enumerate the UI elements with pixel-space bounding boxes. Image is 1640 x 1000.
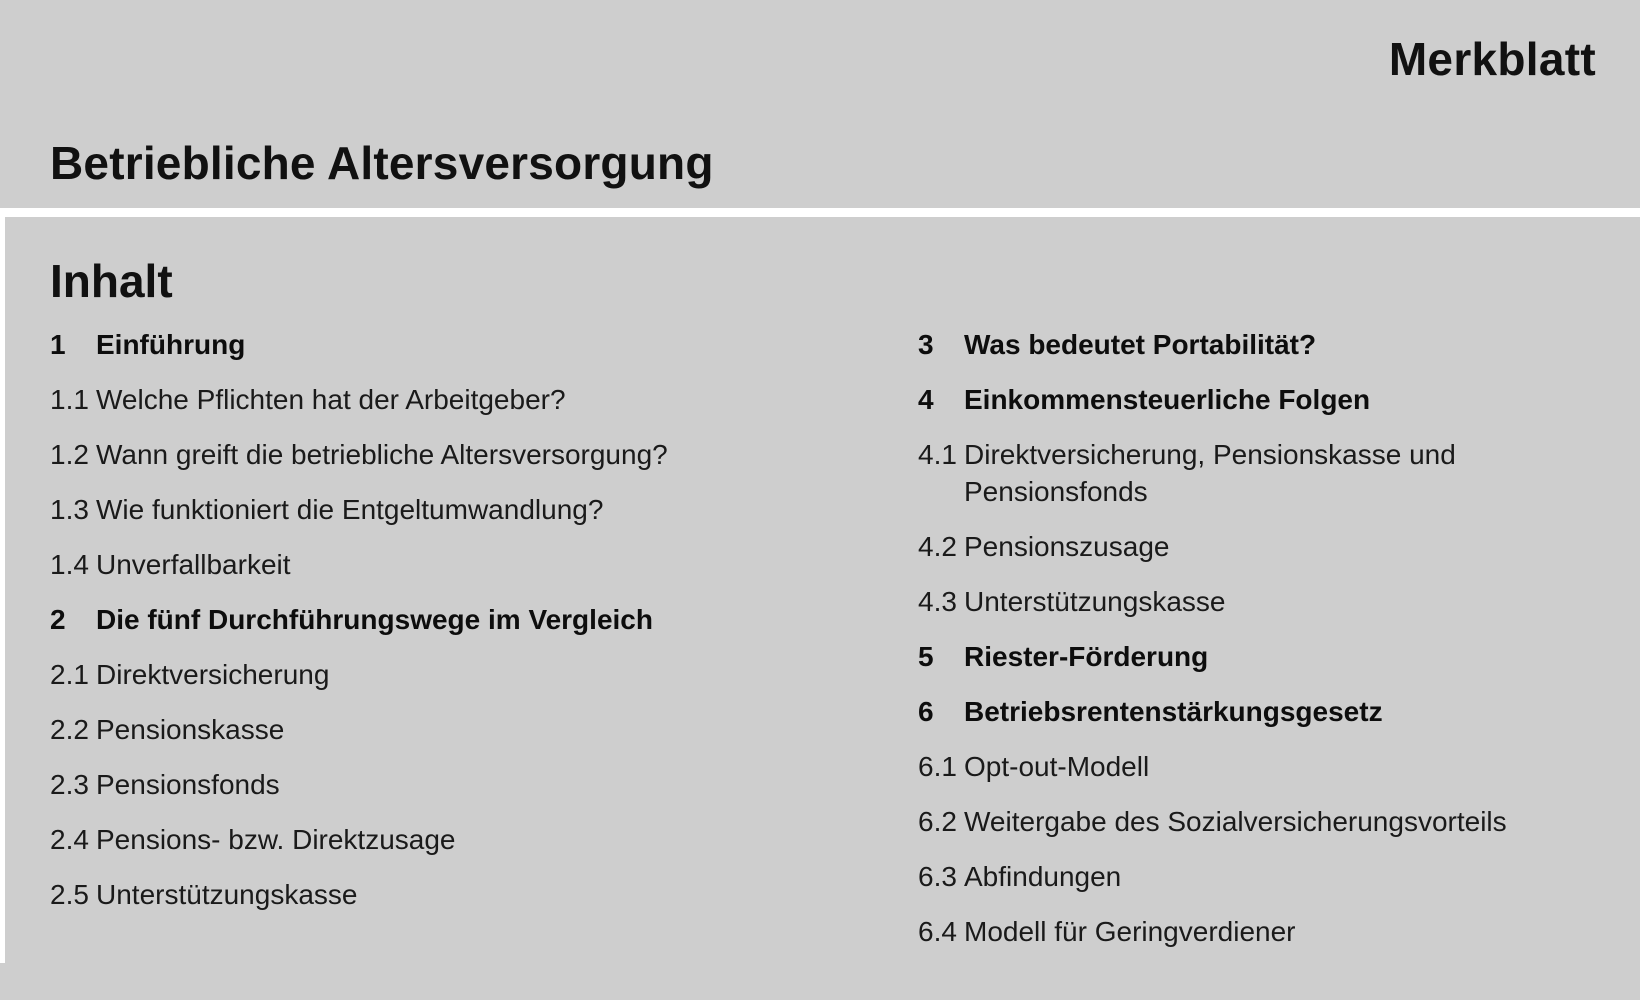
toc-entry-number: 2.4 [50, 824, 89, 855]
toc-entry-number: 4.3 [918, 586, 957, 617]
document-title: Betriebliche Altersversorgung [50, 137, 714, 189]
toc-entry-title: Einkommensteuerliche Folgen [964, 384, 1371, 415]
toc-entry-number: 6.4 [918, 916, 957, 947]
toc-subsection-entry[interactable] [50, 656, 870, 693]
toc-entry-title: Betriebsrentenstärkungsgesetz [964, 696, 1383, 727]
header-divider [0, 208, 1640, 217]
toc-subsection-entry[interactable] [918, 858, 1618, 895]
toc-entry-title: Pensionsfonds [96, 769, 280, 800]
toc-subsection-entry[interactable] [50, 436, 870, 473]
toc-entry-title: Modell für Geringverdiener [964, 916, 1296, 947]
toc-entry-title: Opt-out-Modell [964, 751, 1150, 782]
toc-entry-number: 2 [50, 604, 66, 635]
toc-entry-title: Wann greift die betriebliche Altersversorgung? [96, 439, 668, 470]
toc-entry-title: Unverfallbarkeit [96, 549, 291, 580]
toc-entry-number: 1.2 [50, 439, 89, 470]
toc-entry-title: Unterstützungskasse [964, 586, 1226, 617]
toc-entry-number: 1.3 [50, 494, 89, 525]
toc-entry-number: 5 [918, 641, 934, 672]
toc-entry-title: Pensions- bzw. Direktzusage [96, 824, 456, 855]
toc-entry-number: 1.4 [50, 549, 89, 580]
toc-entry-number: 6.2 [918, 806, 957, 837]
toc-section-entry[interactable] [918, 638, 1618, 675]
toc-entry-title: Riester-Förderung [964, 641, 1209, 672]
toc-subsection-entry[interactable] [50, 766, 870, 803]
toc-entry-number: 2.2 [50, 714, 89, 745]
toc-section-entry[interactable] [918, 326, 1618, 363]
toc-subsection-entry[interactable] [50, 546, 870, 583]
toc-subsection-entry[interactable] [50, 711, 870, 748]
toc-entry-title: Pensionszusage [964, 531, 1170, 562]
toc-entry-title: Die fünf Durchführungswege im Vergleich [96, 604, 653, 635]
toc-heading: Inhalt [50, 255, 173, 307]
toc-entry-title: Direktversicherung, Pensionskasse und Pensionsfonds [964, 439, 1456, 507]
toc-section-entry[interactable] [918, 381, 1618, 418]
toc-subsection-entry[interactable] [918, 748, 1618, 785]
document-header [0, 0, 1640, 206]
toc-entry-number: 2.1 [50, 659, 89, 690]
toc-entry-title: Einführung [96, 329, 246, 360]
toc-entry-title: Weitergabe des Sozialversicherungsvorteils [964, 806, 1507, 837]
toc-entry-number: 6.1 [918, 751, 957, 782]
toc-subsection-entry[interactable] [50, 491, 870, 528]
toc-entry-title: Pensionskasse [96, 714, 285, 745]
toc-column-right [918, 326, 1618, 968]
document-type-label: Merkblatt [1388, 33, 1596, 85]
toc-subsection-entry[interactable] [50, 821, 870, 858]
toc-subsection-entry[interactable] [918, 803, 1618, 840]
toc-subsection-entry[interactable] [918, 913, 1618, 950]
toc-entry-title: Abfindungen [964, 861, 1122, 892]
toc-entry-number: 4 [918, 384, 934, 415]
toc-entry-number: 1 [50, 329, 66, 360]
toc-subsection-entry[interactable] [918, 528, 1618, 565]
toc-entry-title: Direktversicherung [96, 659, 330, 690]
toc-entry-number: 1.1 [50, 384, 89, 415]
toc-subsection-entry[interactable] [918, 583, 1618, 620]
toc-entry-number: 6 [918, 696, 934, 727]
toc-entry-title: Unterstützungskasse [96, 879, 358, 910]
toc-section-entry[interactable] [50, 326, 870, 363]
toc-entry-number: 4.1 [918, 439, 957, 470]
toc-entry-number: 2.3 [50, 769, 89, 800]
toc-subsection-entry[interactable] [918, 436, 1618, 510]
toc-entry-number: 3 [918, 329, 934, 360]
toc-entry-number: 2.5 [50, 879, 89, 910]
toc-subsection-entry[interactable] [50, 876, 870, 913]
toc-column-left [50, 326, 870, 931]
toc-entry-title: Wie funktioniert die Entgeltumwandlung? [96, 494, 604, 525]
toc-section-entry[interactable] [50, 601, 870, 638]
toc-entry-number: 6.3 [918, 861, 957, 892]
left-border [0, 208, 5, 963]
toc-entry-title: Welche Pflichten hat der Arbeitgeber? [96, 384, 566, 415]
toc-entry-number: 4.2 [918, 531, 957, 562]
toc-entry-title: Was bedeutet Portabilität? [964, 329, 1317, 360]
toc-subsection-entry[interactable] [50, 381, 870, 418]
toc-section-entry[interactable] [918, 693, 1618, 730]
